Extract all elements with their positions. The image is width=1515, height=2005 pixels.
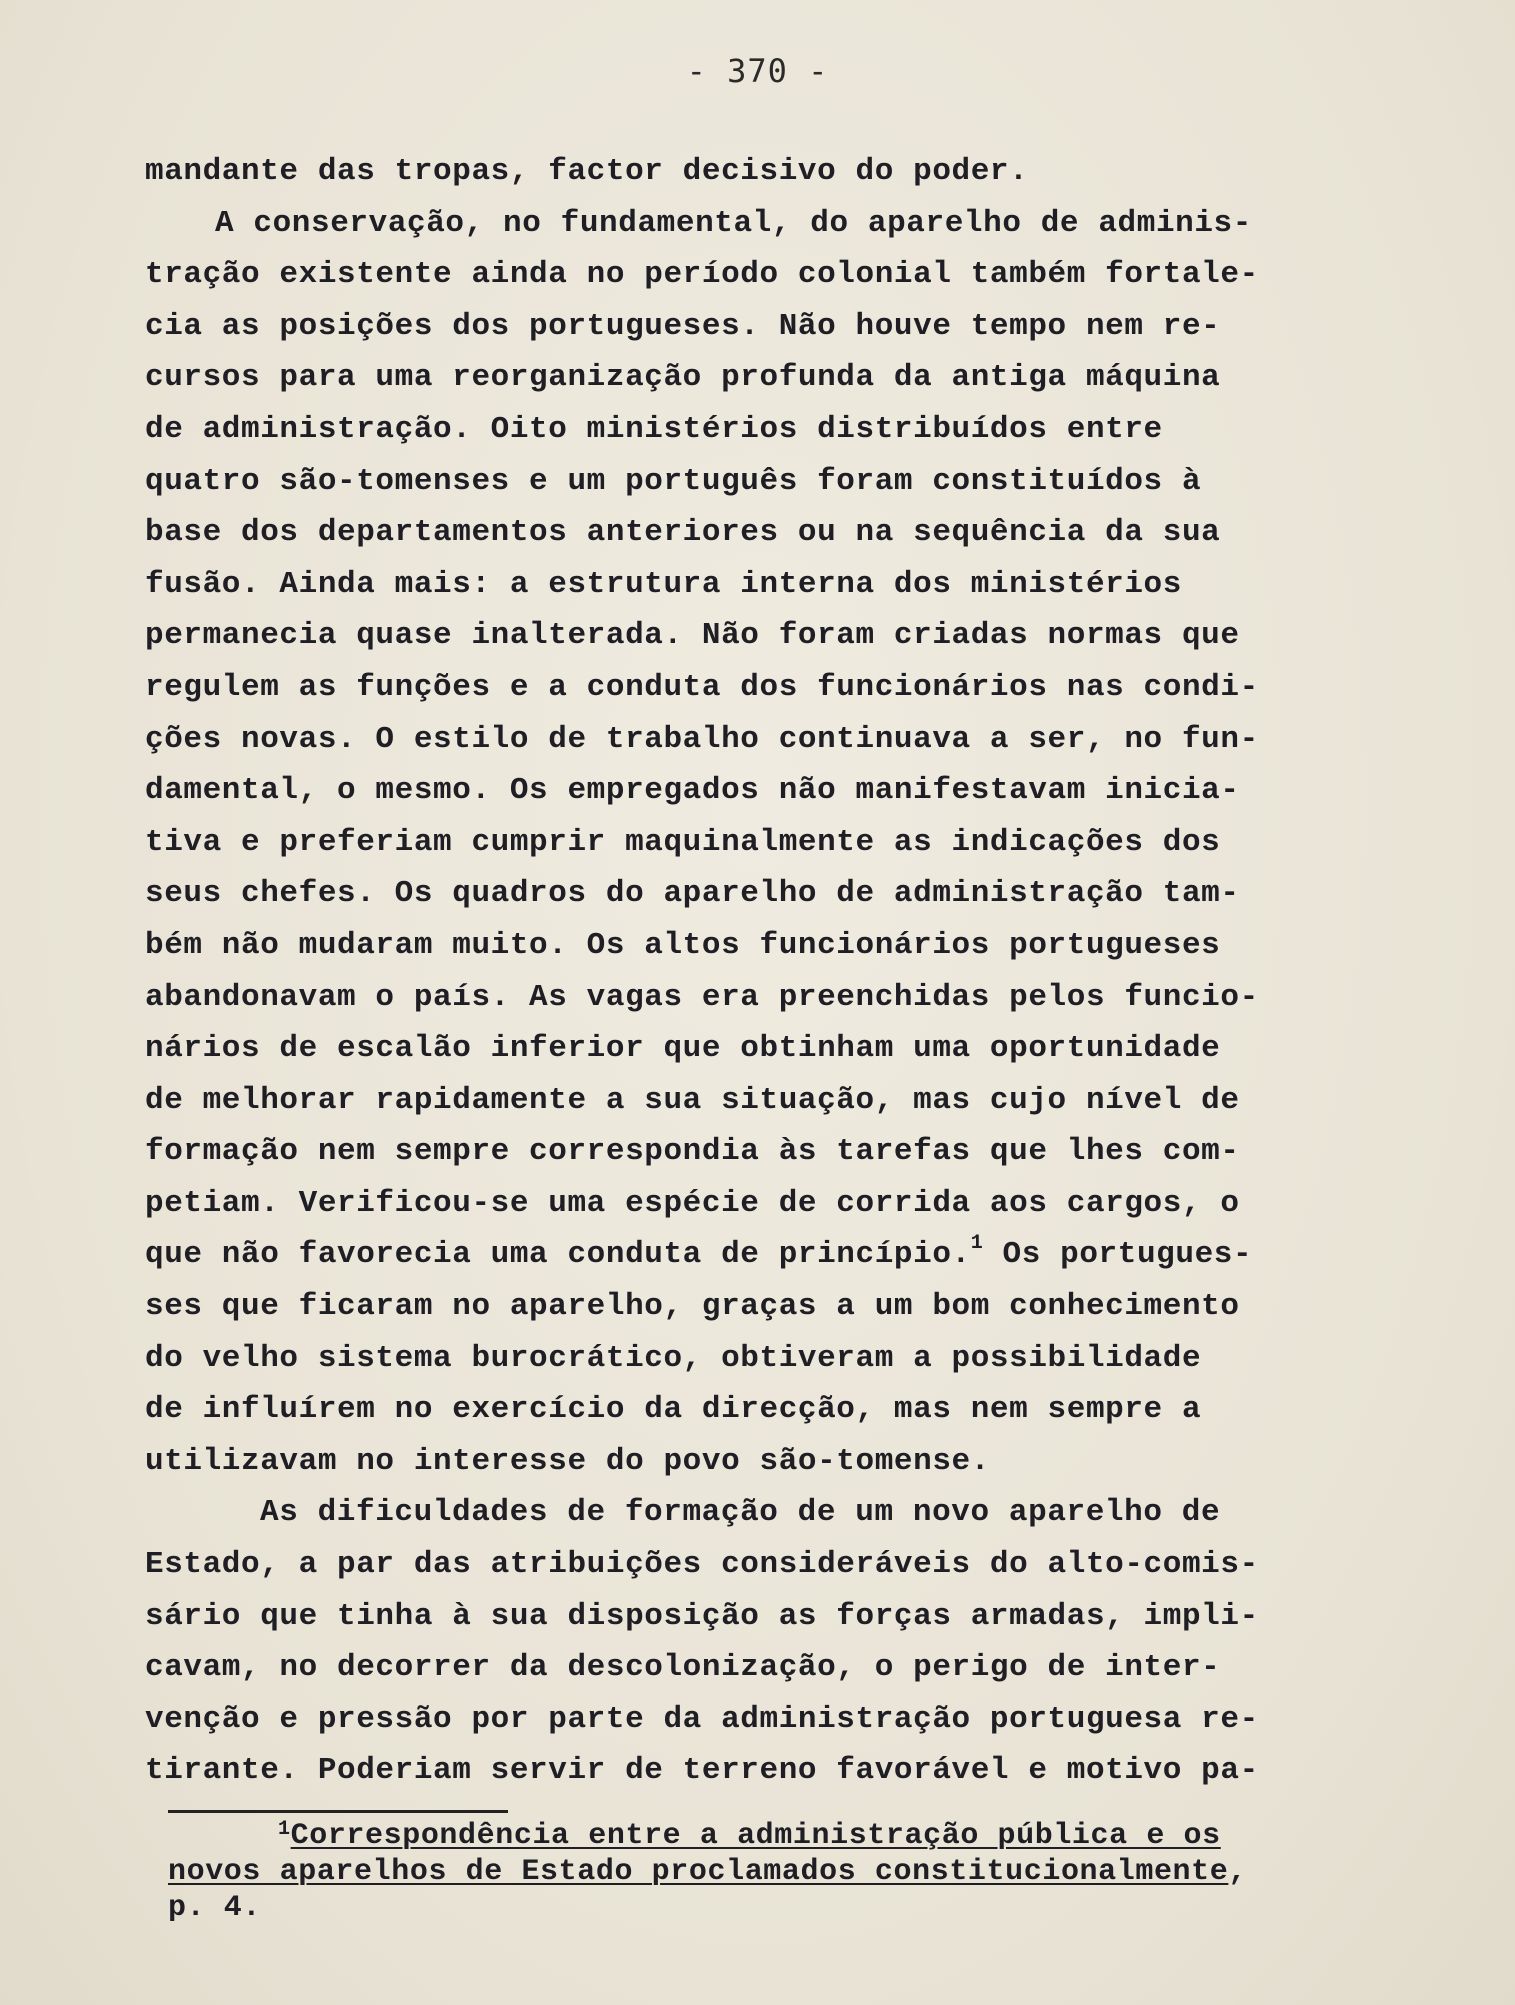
text-line: de administração. Oito ministérios distribuídos entre <box>145 411 1163 447</box>
text-line: regulem as funções e a conduta dos funcionários nas condi- <box>145 669 1259 705</box>
text-line: de melhorar rapidamente a sua situação, mas cujo nível de <box>145 1082 1240 1118</box>
footnote <box>168 1818 1378 1926</box>
text-line: utilizavam no interesse do povo são-tomense. <box>145 1443 990 1479</box>
text-line: As dificuldades de formação de um novo aparelho de <box>260 1495 1221 1531</box>
text-line: petiam. Verificou-se uma espécie de corrida aos cargos, o <box>145 1185 1240 1221</box>
text-line: quatro são-tomenses e um português foram constituídos à <box>145 463 1202 499</box>
text-line: cia as posições dos portugueses. Não houve tempo nem re- <box>145 308 1221 344</box>
footnote-line: p. 4. <box>168 1891 262 1925</box>
text-line: permanecia quase inalterada. Não foram criadas normas que <box>145 618 1240 654</box>
text-line: tirante. Poderiam servir de terreno favorável e motivo pa- <box>145 1753 1259 1789</box>
footnote-mark: 1 <box>278 1818 291 1841</box>
text-line-with-footnote-ref <box>145 1229 1375 1281</box>
text-line: do velho sistema burocrático, obtiveram a possibilidade <box>145 1340 1202 1376</box>
text-line: sário que tinha à sua disposição as forças armadas, impli- <box>145 1598 1259 1634</box>
footnote-reference[interactable]: 1 <box>970 1232 984 1256</box>
text-line: nários de escalão inferior que obtinham uma oportunidade <box>145 1031 1221 1067</box>
text-line: base dos departamentos anteriores ou na sequência da sua <box>145 515 1221 551</box>
text-line: de influírem no exercício da direcção, mas nem sempre a <box>145 1392 1202 1428</box>
text-line: tração existente ainda no período colonial também fortale- <box>145 257 1259 293</box>
text-line: damental, o mesmo. Os empregados não manifestavam inicia- <box>145 773 1240 809</box>
text-line: formação nem sempre correspondia às tarefas que lhes com- <box>145 1134 1240 1170</box>
body-text <box>145 146 1375 1797</box>
footnote-divider <box>168 1810 508 1813</box>
text-line: Estado, a par das atribuições consideráveis do alto-comis- <box>145 1547 1259 1583</box>
text-line: abandonavam o país. As vagas era preenchidas pelos funcio- <box>145 979 1259 1015</box>
footnote-line <box>168 1854 1378 1890</box>
text-line: bém não mudaram muito. Os altos funcionários portugueses <box>145 927 1221 963</box>
text-line: cavam, no decorrer da descolonização, o perigo de inter- <box>145 1650 1221 1686</box>
text-line: fusão. Ainda mais: a estrutura interna dos ministérios <box>145 566 1182 602</box>
text-line: cursos para uma reorganização profunda da antiga máquina <box>145 360 1221 396</box>
text-line: venção e pressão por parte da administração portuguesa re- <box>145 1701 1259 1737</box>
footnote-title-part: Correspondência entre a administração pública e os <box>290 1819 1221 1853</box>
text-line: tiva e preferiam cumprir maquinalmente as indicações dos <box>145 824 1221 860</box>
footnote-punctuation: , <box>1228 1855 1247 1889</box>
footnote-line <box>168 1818 1378 1854</box>
text-line: ses que ficaram no aparelho, graças a um bom conhecimento <box>145 1289 1240 1325</box>
text-segment: Os portugues- <box>983 1237 1253 1273</box>
text-line: ções novas. O estilo de trabalho continuava a ser, no fun- <box>145 721 1259 757</box>
text-line: A conservação, no fundamental, do aparelho de adminis- <box>215 205 1252 241</box>
text-segment: que não favorecia uma conduta de princípio. <box>145 1237 971 1273</box>
text-line: mandante das tropas, factor decisivo do poder. <box>145 154 1029 189</box>
page-number: - 370 - <box>686 52 829 90</box>
footnote-title-part: novos aparelhos de Estado proclamados constitucionalmente <box>168 1855 1229 1889</box>
text-line: seus chefes. Os quadros do aparelho de administração tam- <box>145 876 1240 912</box>
